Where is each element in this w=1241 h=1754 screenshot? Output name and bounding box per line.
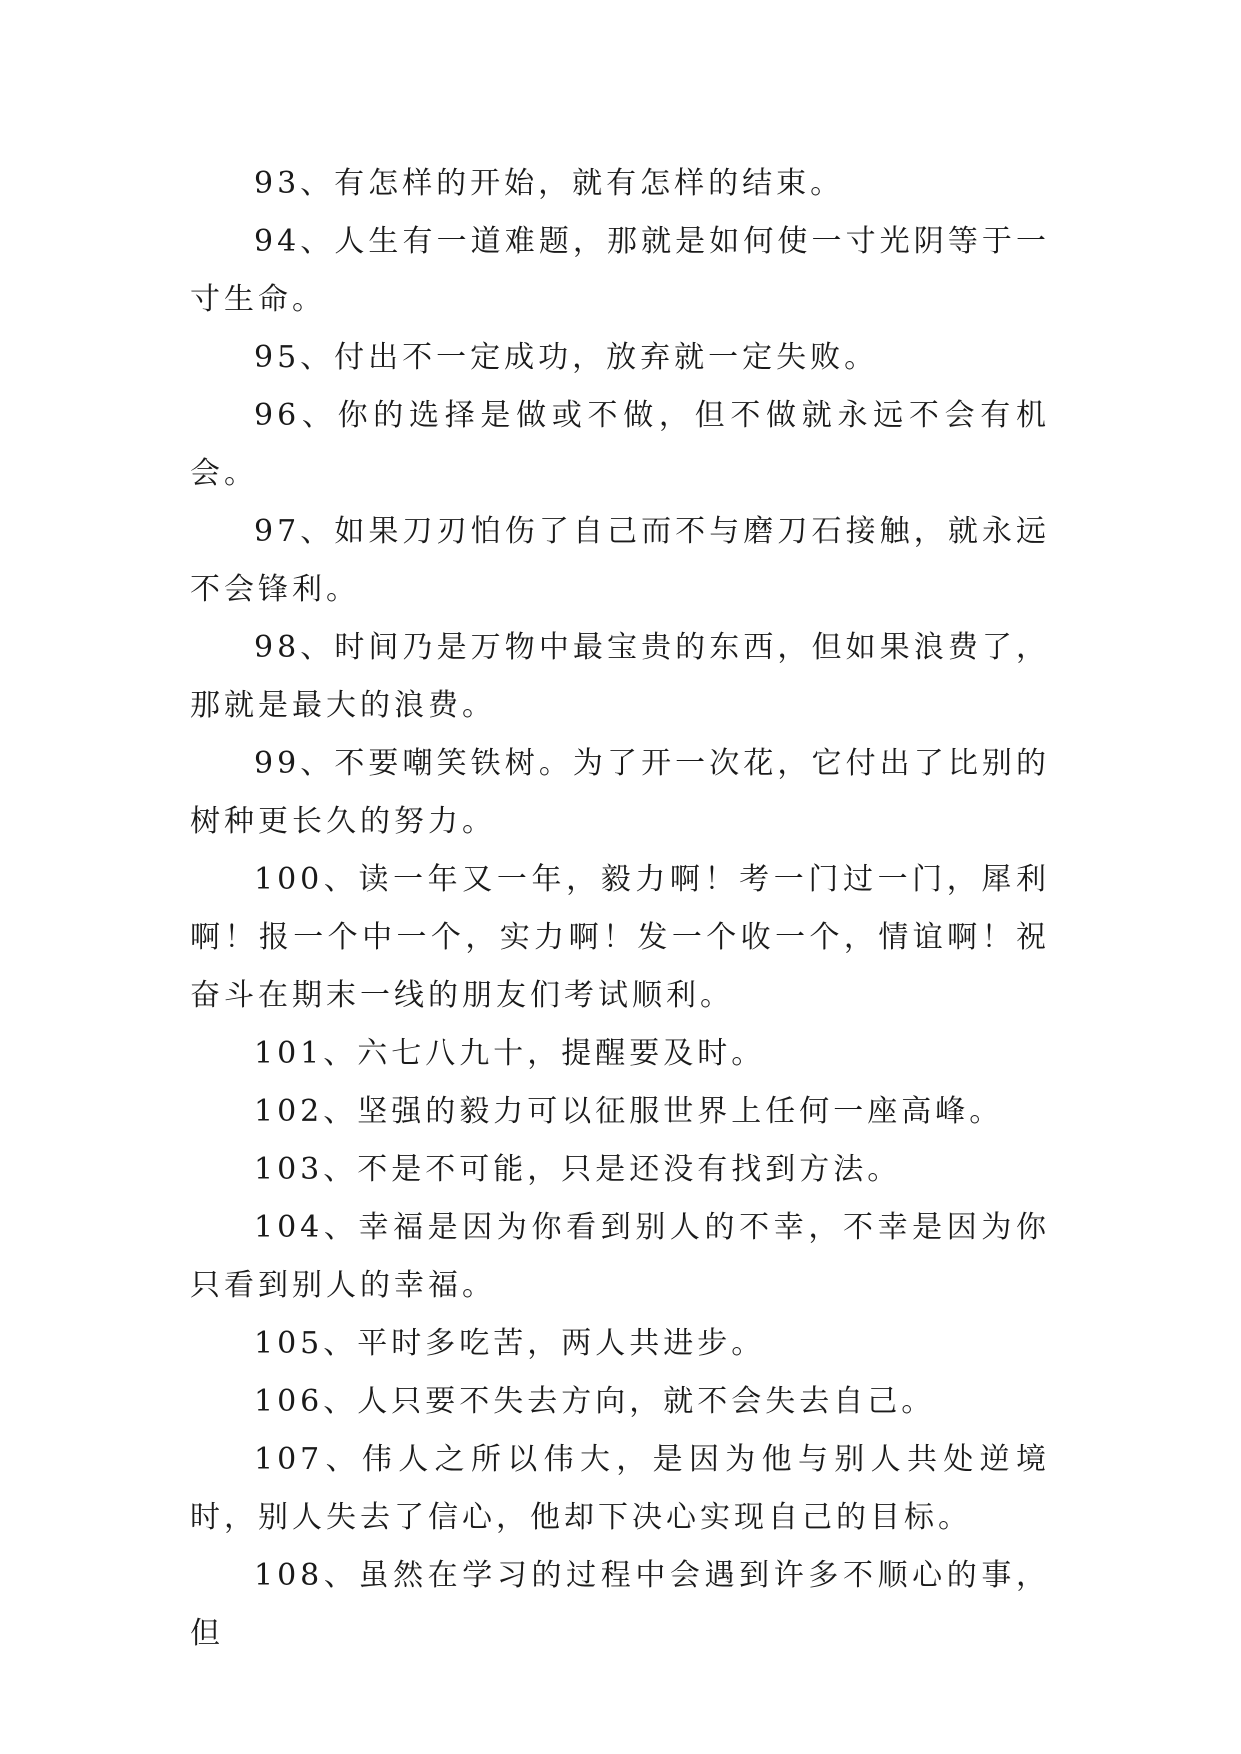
list-item: 106、人只要不失去方向，就不会失去自己。 bbox=[254, 1384, 936, 1419]
list-item: 97、如果刀刃怕伤了自己而不与磨刀石接触，就永远不会锋利。 bbox=[190, 514, 1050, 607]
list-item: 108、虽然在学习的过程中会遇到许多不顺心的事，但 bbox=[190, 1558, 1050, 1651]
list-item: 107、伟人之所以伟大，是因为他与别人共处逆境时，别人失去了信心，他却下决心实现自己的目标。 bbox=[190, 1442, 1050, 1535]
list-item: 102、坚强的毅力可以征服世界上任何一座高峰。 bbox=[254, 1094, 1004, 1129]
list-item: 101、六七八九十，提醒要及时。 bbox=[254, 1036, 766, 1071]
list-item: 99、不要嘲笑铁树。为了开一次花，它付出了比别的树种更长久的努力。 bbox=[190, 746, 1050, 839]
list-item: 94、人生有一道难题，那就是如何使一寸光阴等于一寸生命。 bbox=[190, 224, 1050, 317]
list-item: 98、时间乃是万物中最宝贵的东西，但如果浪费了，那就是最大的浪费。 bbox=[190, 630, 1050, 723]
list-item: 104、幸福是因为你看到别人的不幸，不幸是因为你只看到别人的幸福。 bbox=[190, 1210, 1050, 1303]
list-item: 95、付出不一定成功，放弃就一定失败。 bbox=[254, 340, 879, 375]
list-item: 105、平时多吃苦，两人共进步。 bbox=[254, 1326, 766, 1361]
list-item: 93、有怎样的开始，就有怎样的结束。 bbox=[254, 166, 845, 201]
list-item: 103、不是不可能，只是还没有找到方法。 bbox=[254, 1152, 902, 1187]
document-body bbox=[190, 155, 1050, 1663]
list-item: 100、读一年又一年，毅力啊！考一门过一门，犀利啊！报一个中一个，实力啊！发一个收一个，情谊啊！祝奋斗在期末一线的朋友们考试顺利。 bbox=[190, 862, 1050, 1013]
list-item: 96、你的选择是做或不做，但不做就永远不会有机会。 bbox=[190, 398, 1050, 491]
